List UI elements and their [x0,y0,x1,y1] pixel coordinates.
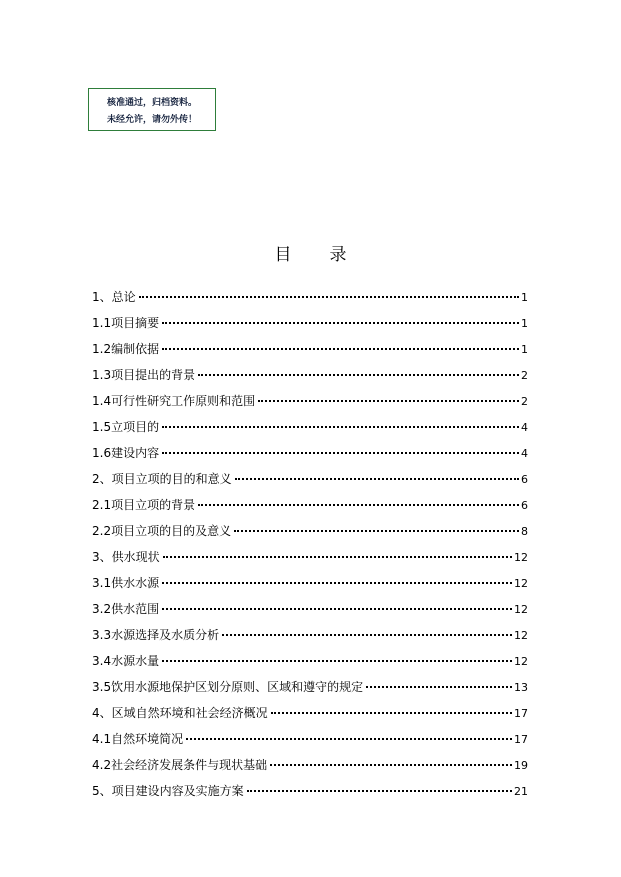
toc-leader-dots [162,347,519,350]
toc-leader-dots [163,555,512,558]
stamp-line-2: 未经允许，请勿外传！ [107,115,198,125]
toc-entry[interactable] [92,596,528,622]
toc-entry-page: 17 [514,733,528,746]
toc-entry-page: 21 [514,785,528,798]
toc-entry-label: 4.1自然环境简况 [92,732,184,746]
toc-leader-dots [162,607,512,610]
toc-entry-label: 3.4水源水量 [92,654,160,668]
toc-entry[interactable] [92,466,528,492]
toc-leader-dots [162,659,512,662]
toc-entry-label: 3.5饮用水源地保护区划分原则、区域和遵守的规定 [92,680,364,694]
toc-entry-page: 4 [521,447,528,460]
toc-entry[interactable] [92,752,528,778]
toc-entry[interactable] [92,388,528,414]
toc-entry-label: 1.4可行性研究工作原则和范围 [92,394,256,408]
toc-leader-dots [222,633,512,636]
toc-entry-label: 3.1供水水源 [92,576,160,590]
toc-entry-label: 1.1项目摘要 [92,316,160,330]
toc-leader-dots [366,685,512,688]
toc-entry[interactable] [92,648,528,674]
toc-entry-page: 12 [514,655,528,668]
toc-entry[interactable] [92,518,528,544]
toc-entry-page: 1 [521,343,528,356]
toc-entry-label: 1.5立项目的 [92,420,160,434]
toc-entry-page: 4 [521,421,528,434]
toc-entry-label: 3.3水源选择及水质分析 [92,628,220,642]
toc-entry[interactable] [92,362,528,388]
stamp-line-1: 核准通过，归档资料。 [107,98,198,108]
toc-entry-page: 19 [514,759,528,772]
toc-entry[interactable] [92,440,528,466]
toc-entry[interactable] [92,284,528,310]
toc-entry-label: 3、供水现状 [92,550,160,564]
toc-title-char-2: 录 [329,245,347,265]
toc-entry-label: 4、区域自然环境和社会经济概况 [92,706,268,720]
toc-leader-dots [234,529,519,532]
toc-leader-dots [270,763,512,766]
toc-entry-label: 4.2社会经济发展条件与现状基础 [92,758,268,772]
toc-entry[interactable] [92,778,528,804]
toc-entry[interactable] [92,622,528,648]
toc-entry[interactable] [92,492,528,518]
toc-leader-dots [198,373,519,376]
toc-leader-dots [247,789,512,792]
toc-entry-page: 6 [521,473,528,486]
toc-leader-dots [162,321,519,324]
approval-stamp [88,88,216,131]
toc-leader-dots [162,425,519,428]
toc-leader-dots [235,477,519,480]
toc-entry-label: 1、总论 [92,290,136,304]
toc-entry-label: 1.6建设内容 [92,446,160,460]
toc-entry-page: 13 [514,681,528,694]
toc-entry-label: 2.1项目立项的背景 [92,498,196,512]
toc-entry-label: 5、项目建设内容及实施方案 [92,784,244,798]
toc-entry-label: 3.2供水范围 [92,602,160,616]
toc-entry[interactable] [92,310,528,336]
toc-entry-page: 12 [514,551,528,564]
toc-entry-page: 1 [521,317,528,330]
toc-entry-label: 1.3项目提出的背景 [92,368,196,382]
table-of-contents [92,284,528,804]
toc-leader-dots [271,711,512,714]
toc-entry[interactable] [92,544,528,570]
toc-leader-dots [139,295,519,298]
toc-entry-page: 17 [514,707,528,720]
toc-entry[interactable] [92,700,528,726]
toc-leader-dots [162,451,519,454]
toc-leader-dots [198,503,519,506]
toc-entry-page: 1 [521,291,528,304]
toc-entry[interactable] [92,674,528,700]
toc-title-char-1: 目 [274,245,292,265]
toc-entry-page: 8 [521,525,528,538]
toc-entry-label: 1.2编制依据 [92,342,160,356]
toc-leader-dots [162,581,512,584]
toc-entry[interactable] [92,726,528,752]
toc-entry-page: 12 [514,603,528,616]
toc-entry[interactable] [92,336,528,362]
toc-entry-page: 12 [514,577,528,590]
toc-entry-page: 12 [514,629,528,642]
toc-entry-label: 2.2项目立项的目的及意义 [92,524,232,538]
toc-entry[interactable] [92,570,528,596]
toc-leader-dots [186,737,512,740]
toc-entry-page: 6 [521,499,528,512]
toc-entry-page: 2 [521,369,528,382]
toc-leader-dots [258,399,519,402]
toc-title [0,240,621,265]
toc-entry-page: 2 [521,395,528,408]
toc-entry-label: 2、项目立项的目的和意义 [92,472,232,486]
toc-entry[interactable] [92,414,528,440]
